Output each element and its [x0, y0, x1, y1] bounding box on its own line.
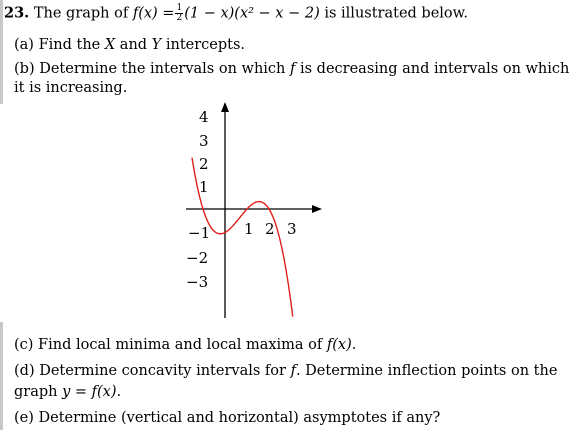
part-e: (e) Determine (vertical and horizontal) asymptotes if any? — [14, 410, 441, 426]
part-c: (c) Find local minima and local maxima of f(x). — [14, 337, 357, 353]
problem-number: 23. — [4, 4, 30, 22]
x-tick-label: 3 — [287, 220, 297, 238]
fraction: $\frac{1}{2}$ — [176, 3, 183, 23]
function-expression: (1 − x)(x² − x − 2) — [184, 5, 320, 22]
y-tick-label: −2 — [186, 249, 209, 267]
part-d-line2: graph y = f(x). — [14, 384, 122, 400]
y-tick-label: 1 — [199, 178, 209, 196]
function-label: f(x) = — [132, 5, 175, 22]
x-axis-arrow — [312, 205, 322, 213]
part-a: (a) Find the X and Y intercepts. — [14, 37, 246, 53]
y-tick-label: 2 — [199, 155, 209, 173]
intro-before: The graph of — [33, 5, 129, 22]
y-tick-label: −3 — [186, 273, 209, 291]
y-tick-label: 4 — [199, 108, 209, 126]
y-tick-label: 3 — [199, 132, 209, 150]
part-b: (b) Determine the intervals on which f is decreasing and intervals on which — [14, 61, 569, 77]
y-axis-arrow — [221, 102, 229, 112]
part-b-line2: it is increasing. — [14, 80, 128, 96]
x-tick-label: 2 — [265, 220, 275, 238]
part-d: (d) Determine concavity intervals for f. Determine inflection points on the — [14, 363, 558, 379]
y-tick-label: −1 — [188, 224, 211, 242]
intro-after: is illustrated below. — [324, 5, 468, 22]
x-tick-label: 1 — [244, 220, 254, 238]
